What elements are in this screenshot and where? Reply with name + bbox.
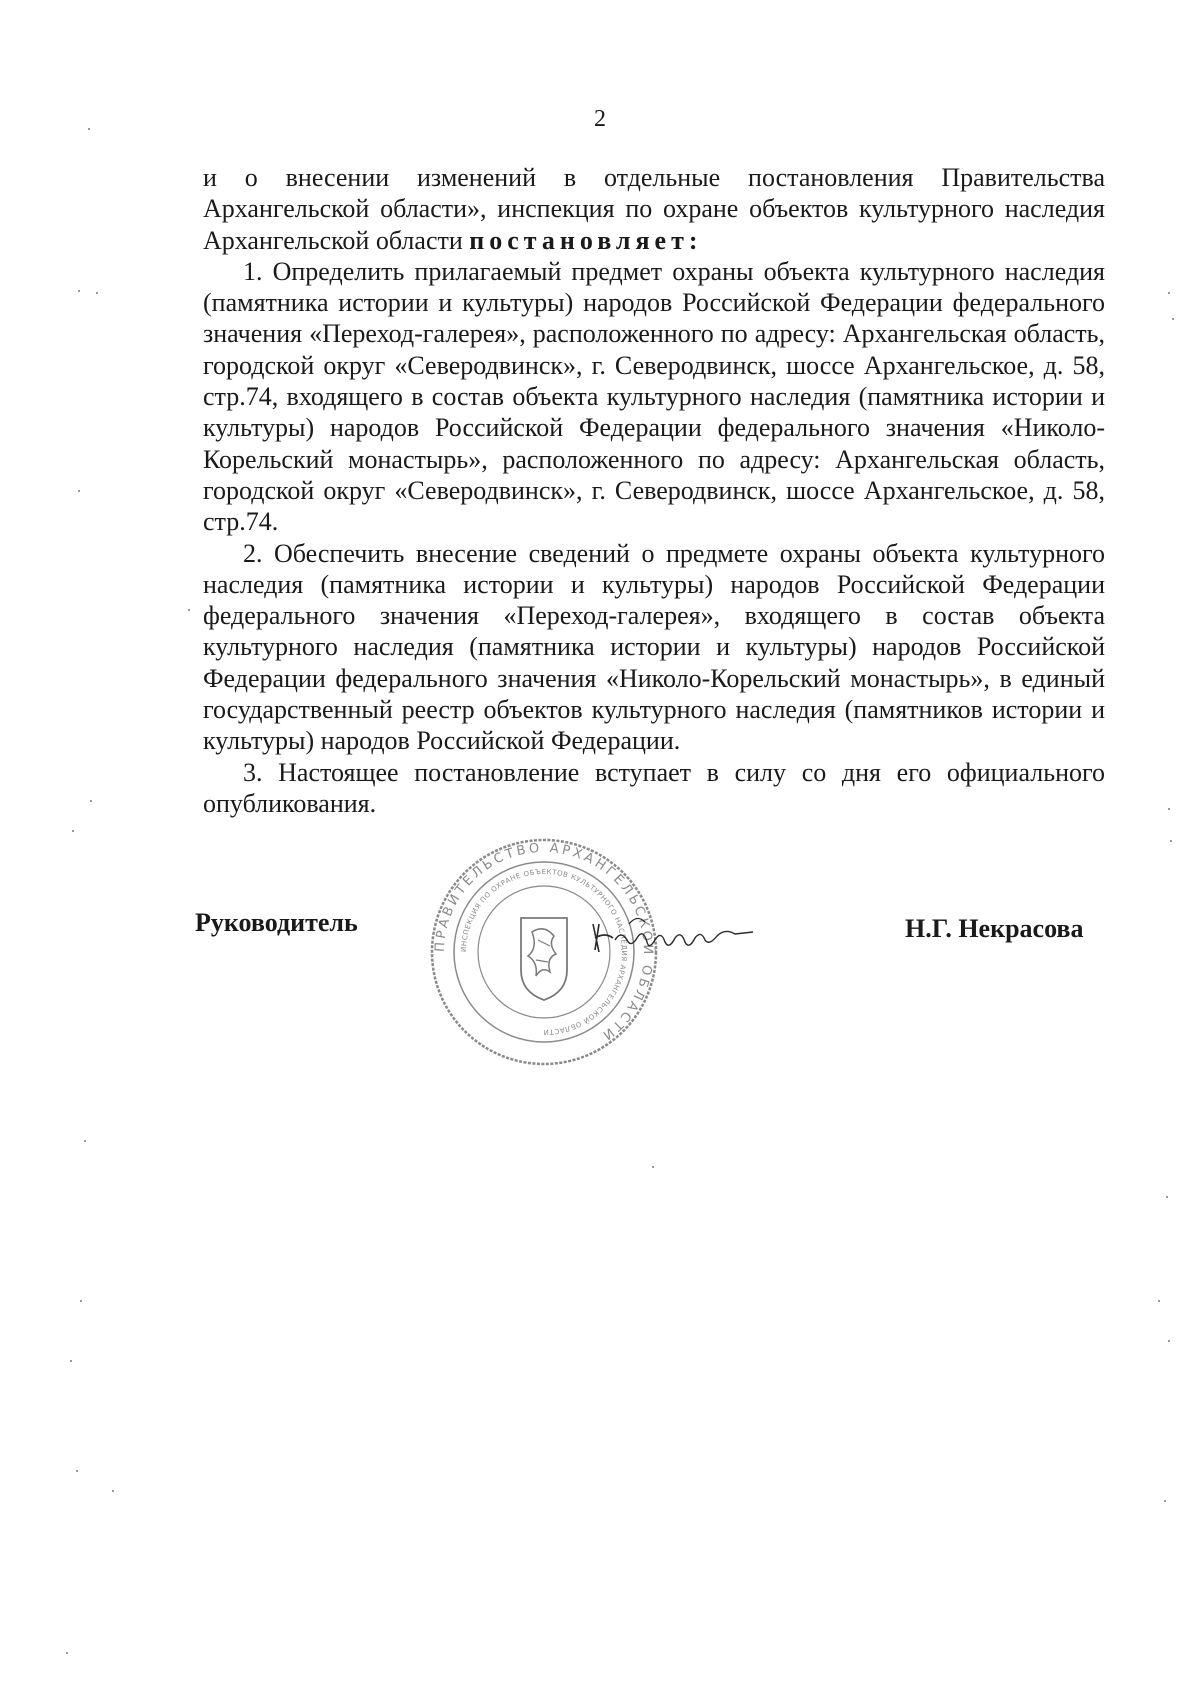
item-2-paragraph: 2. Обеспечить внесение сведений о предмете охраны объекта культурного наследия (памятника истории и культуры) народов Российской Федерации федерального значения «Переход-галерея», входящего в состав объекта культурного наследия (памятника истории и культуры) народов Российской Федерации федерального значения «Николо-Корельский монастырь», в единый государственный реестр объектов культурного наследия (памятников истории и культуры) народов Российской Федерации. (203, 538, 1105, 756)
document-body (203, 162, 1105, 819)
scan-speck (1168, 808, 1170, 810)
scan-speck (72, 830, 74, 832)
scan-speck (88, 128, 90, 130)
decree-keyword: постановляет: (469, 225, 703, 255)
signatory-name: Н.Г. Некрасова (905, 914, 1084, 943)
scan-speck (1172, 318, 1174, 320)
scan-speck (84, 1140, 86, 1142)
scan-speck (188, 609, 190, 611)
scan-speck (1158, 1300, 1160, 1302)
scan-speck (1170, 840, 1172, 842)
scan-speck (652, 1166, 654, 1168)
scan-speck (80, 1300, 82, 1302)
scan-speck (78, 490, 80, 492)
stamp-inner-text: ИНСПЕКЦИЯ ПО ОХРАНЕ ОБЪЕКТОВ КУЛЬТУРНОГО НАСЛЕДИЯ АРХАНГЕЛЬСКОЙ ОБЛАСТИ (459, 867, 629, 1037)
scan-speck (1166, 1196, 1168, 1198)
page-number: 2 (594, 106, 606, 132)
intro-text: и о внесении изменений в отдельные постановления Правительства Архангельской области», инспекция по охране объектов культурного наследия Архангельской области (203, 163, 1105, 255)
scan-speck (78, 290, 80, 292)
item-3-paragraph: 3. Настоящее постановление вступает в силу со дня его официального опубликования. (203, 757, 1105, 818)
intro-paragraph (203, 162, 1105, 256)
scan-speck (1164, 1500, 1166, 1502)
scan-speck (70, 1360, 72, 1362)
handwritten-signature-icon (585, 894, 760, 964)
scan-speck (1168, 1340, 1170, 1342)
signatory-role: Руководитель (195, 908, 358, 937)
signature-block (0, 836, 1200, 1076)
scan-speck (112, 1490, 114, 1492)
stamp-outer-text: ПРАВИТЕЛЬСТВО АРХАНГЕЛЬСКОЙ ОБЛАСТИ (432, 840, 656, 1045)
scan-speck (1168, 292, 1170, 294)
item-1-paragraph: 1. Определить прилагаемый предмет охраны объекта культурного наследия (памятника истории и культуры) народов Российской Федерации федерального значения «Переход-галерея», расположенного по адресу: Архангельская область, городской округ «Северодвинск», г. Северодвинск, шоссе Архангельское, д. 58, стр.74, входящего в состав объекта культурного наследия (памятника истории и культуры) народов Российской Федерации федерального значения «Николо-Корельский монастырь», расположенного по адресу: Архангельская область, городской округ «Северодвинск», г. Северодвинск, шоссе Архангельское, д. 58, стр.74. (203, 256, 1105, 537)
scan-speck (76, 1470, 78, 1472)
scan-speck (66, 1652, 68, 1654)
scan-speck (96, 292, 98, 294)
scan-speck (90, 800, 92, 802)
